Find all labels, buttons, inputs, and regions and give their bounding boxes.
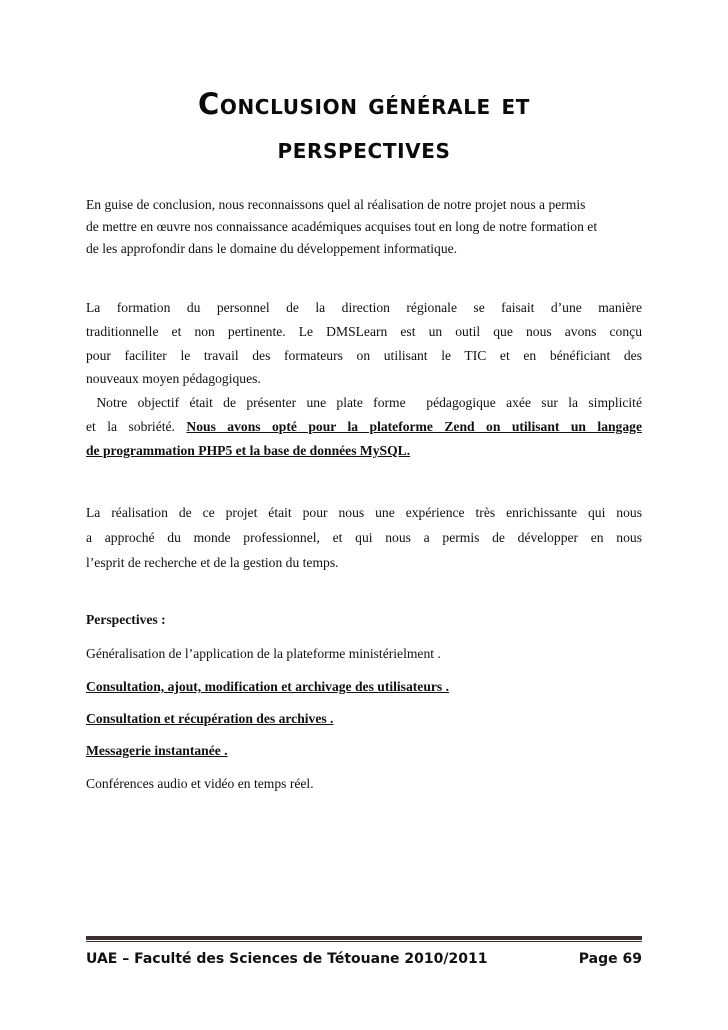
experience-paragraph	[86, 500, 642, 575]
paragraph-line: Notre objectif était de présenter une plate forme pédagogique axée sur la simplicité	[86, 395, 642, 411]
perspective-item: Messagerie instantanée .	[86, 743, 228, 758]
intro-line: de les approfondir dans le domaine du développement informatique.	[86, 241, 458, 256]
paragraph-line: l’esprit de recherche et de la gestion du temps.	[86, 555, 339, 570]
paragraph-line: nouveaux moyen pédagogiques.	[86, 371, 261, 387]
footer-rule	[86, 936, 642, 940]
bold-underlined-text: Nous avons opté pour la plateforme Zend on utilisant un langage	[186, 418, 642, 434]
intro-line: de mettre en œuvre nos connaissance académiques acquises tout en long de notre formation et	[86, 219, 598, 234]
footer-institution: UAE – Faculté des Sciences de Tétouane 2010/2011	[86, 951, 488, 967]
formation-paragraph	[86, 296, 642, 463]
perspective-item: Généralisation de l’application de la plateforme ministérielment .	[86, 646, 441, 661]
perspectives-heading: Perspectives :	[86, 612, 166, 627]
paragraph-line: traditionnelle et non pertinente. Le DMSLearn est un outil que nous avons conçu	[86, 323, 642, 339]
paragraph-text: et la sobriété.	[86, 418, 175, 434]
perspective-item: Conférences audio et vidéo en temps réel.	[86, 776, 314, 791]
footer-page-number: Page 69	[578, 951, 642, 967]
perspective-item: Consultation et récupération des archives .	[86, 711, 334, 726]
title-line-2: perspectives	[277, 131, 451, 165]
page-title	[86, 82, 642, 170]
footer-rule-thin	[86, 941, 642, 942]
perspective-item: Consultation, ajout, modification et archivage des utilisateurs .	[86, 679, 450, 694]
title-line-1: Conclusion générale et	[197, 87, 531, 121]
paragraph-line-mixed	[86, 415, 642, 439]
paragraph-line: pour faciliter le travail des formateurs on utilisant le TIC et en bénéficiant des	[86, 347, 642, 363]
intro-paragraph	[86, 194, 642, 260]
paragraph-line: a approché du monde professionnel, et qui nous a permis de développer en nous	[86, 530, 642, 545]
intro-line: En guise de conclusion, nous reconnaissons quel al réalisation de notre projet nous a permis	[86, 197, 586, 212]
paragraph-line: La réalisation de ce projet était pour nous une expérience très enrichissante qui nous	[86, 505, 642, 520]
paragraph-line: La formation du personnel de la direction régionale se faisait d’une manière	[86, 300, 642, 315]
bold-underlined-text: de programmation PHP5 et la base de données MySQL.	[86, 442, 411, 458]
